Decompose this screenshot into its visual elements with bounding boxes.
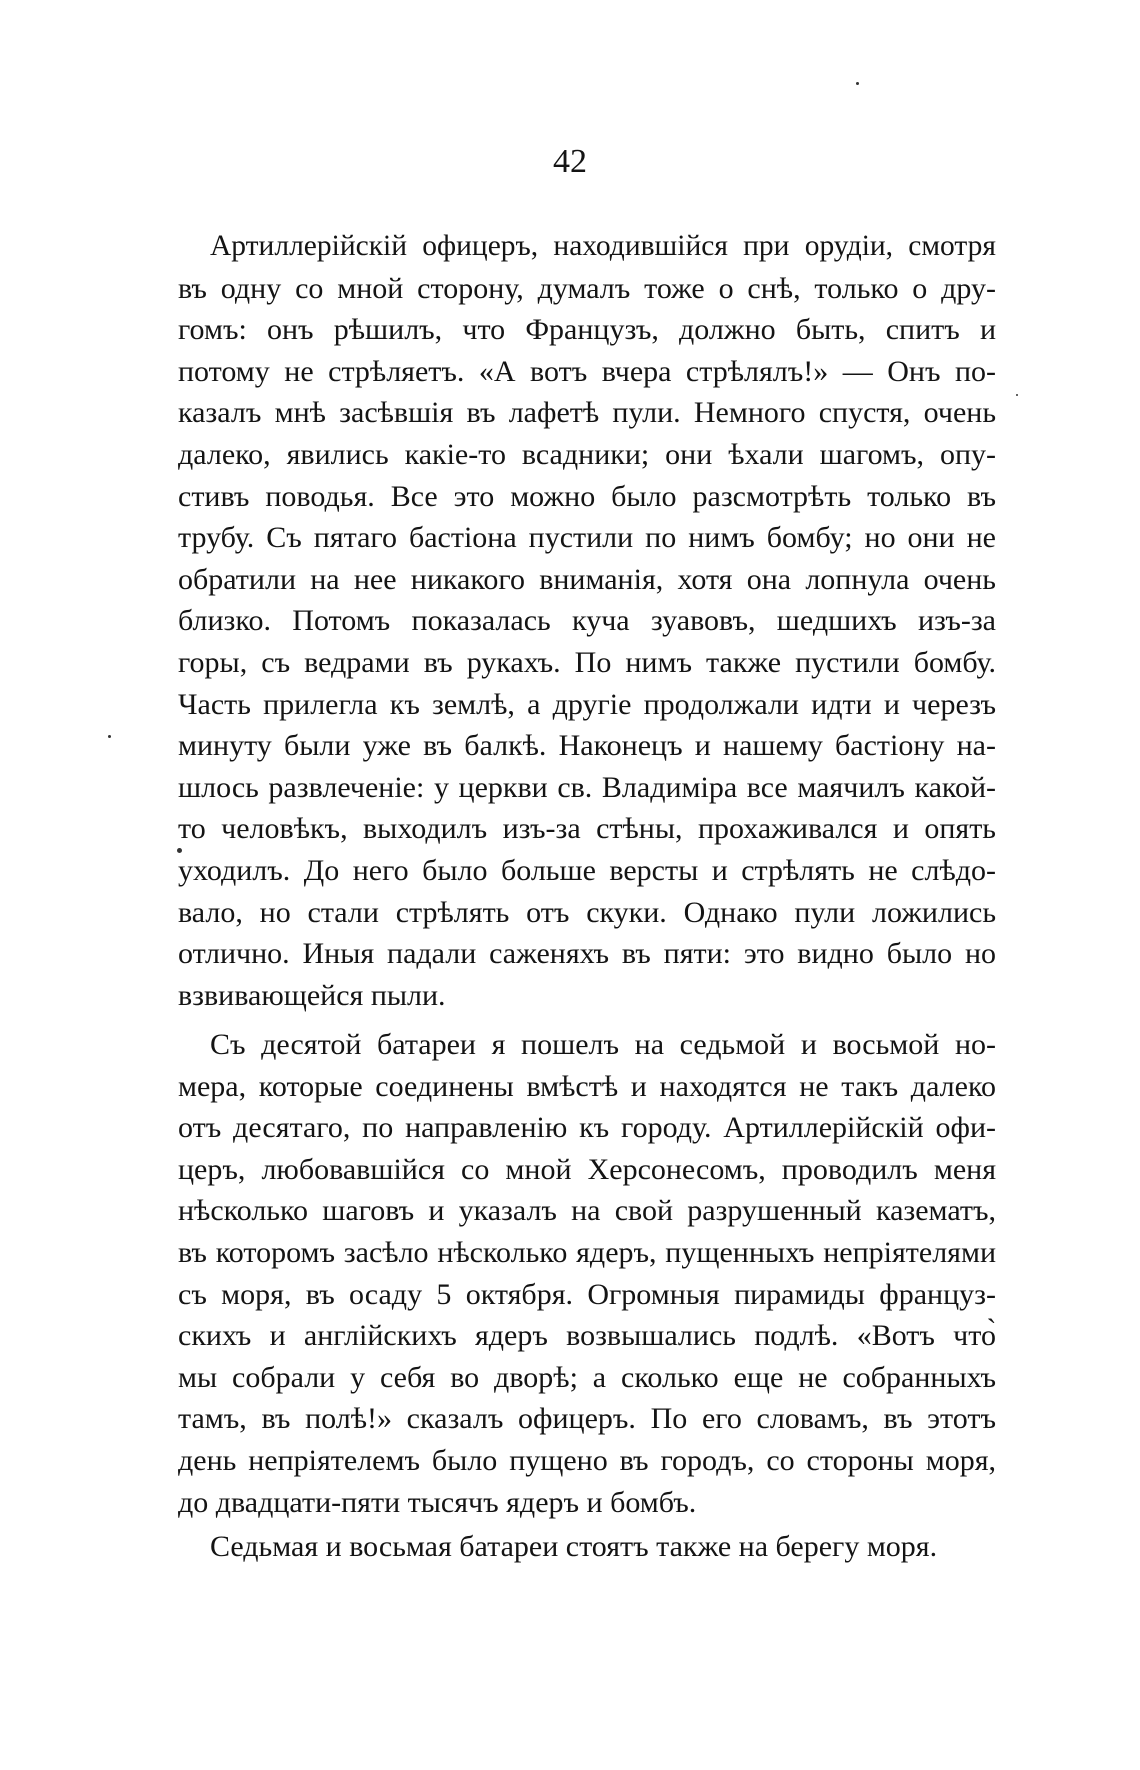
text-line: трубу. Съ пятаго бастіона пустили по нимъ бомбу; но они не [178, 521, 996, 555]
text-line: Артиллерійскій офицеръ, находившійся при орудіи, смотря [210, 230, 996, 262]
text-line: тамъ, въ полѣ!» сказалъ офицеръ. По его словамъ, въ этотъ [178, 1402, 996, 1436]
text-line: далеко, явились какіе-то всадники; они ѣхали шагомъ, опу- [178, 437, 996, 471]
text-line: отъ десятаго, по направленію къ городу. Артиллерійскій офи- [178, 1111, 996, 1145]
text-line: казалъ мнѣ засѣвшія въ лафетѣ пули. Немного спустя, очень [178, 396, 996, 430]
page-number: 42 [553, 143, 587, 180]
text-line: шлось развлеченіе: у церкви св. Владиміра все маячилъ какой- [178, 770, 996, 804]
text-line: Седьмая и восьмая батареи стоятъ также на берегу моря. [210, 1530, 938, 1563]
text-line: то человѣкъ, выходилъ изъ-за стѣны, прохаживался и опять [178, 812, 996, 846]
text-line: Съ десятой батареи я пошелъ на седьмой и восьмой но- [210, 1028, 996, 1061]
paragraph-3 [178, 1526, 996, 1568]
text-line: близко. Потомъ показалась куча зуавовъ, шедшихъ изъ-за [178, 604, 996, 638]
text-line: потому не стрѣляетъ. «А вотъ вчера стрѣлялъ!» — Онъ по- [178, 354, 996, 388]
text-line: день непріятелемъ было пущено въ городъ, со стороны моря, [178, 1443, 996, 1477]
text-line: мера, которые соединены вмѣстѣ и находятся не такъ далеко [178, 1069, 996, 1103]
text-line: въ которомъ засѣло нѣсколько ядеръ, пущенныхъ непріятелями [178, 1235, 996, 1269]
text-line: Часть прилегла къ землѣ, а другіе продолжали идти и черезъ [178, 687, 996, 721]
paragraph-1 [178, 226, 996, 1016]
text-line: скихъ и англійскихъ ядеръ возвышались подлѣ. «Вотъ что̀ [178, 1319, 996, 1353]
text-line: нѣсколько шаговъ и указалъ на свой разрушенный казематъ, [178, 1194, 996, 1228]
scan-speck [1016, 394, 1018, 396]
text-line: вало, но стали стрѣлять отъ скуки. Однако пули ложились [178, 895, 996, 929]
text-line: обратили на нее никакого вниманія, хотя она лопнула очень [178, 562, 996, 596]
text-line: уходилъ. До него было больше версты и стрѣлять не слѣдо- [178, 853, 996, 887]
text-line: церъ, любовавшійся со мной Херсонесомъ, проводилъ меня [178, 1152, 996, 1186]
text-line: до двадцати-пяти тысячъ ядеръ и бомбъ. [178, 1485, 697, 1519]
scan-speck [856, 82, 859, 85]
text-line: въ одну со мной сторону, думалъ тоже о снѣ, только о дру- [178, 271, 996, 305]
paragraph-2 [178, 1024, 996, 1523]
text-line: отлично. Иныя падали саженяхъ въ пяти: это видно было но [178, 937, 996, 971]
text-line: стивъ поводья. Все это можно было разсмотрѣть только въ [178, 479, 996, 513]
scan-speck [108, 735, 111, 738]
text-line: минуту были уже въ балкѣ. Наконецъ и нашему бастіону на- [178, 729, 996, 763]
text-line: взвивающейся пыли. [178, 978, 446, 1012]
text-line: съ моря, въ осаду 5 октября. Огромныя пирамиды француз- [178, 1277, 996, 1311]
text-line: мы собрали у себя во дворѣ; а сколько еще не собранныхъ [178, 1360, 996, 1394]
text-line: горы, съ ведрами въ рукахъ. По нимъ также пустили бомбу. [178, 645, 996, 679]
text-line: гомъ: онъ рѣшилъ, что Французъ, должно быть, спитъ и [178, 313, 996, 347]
